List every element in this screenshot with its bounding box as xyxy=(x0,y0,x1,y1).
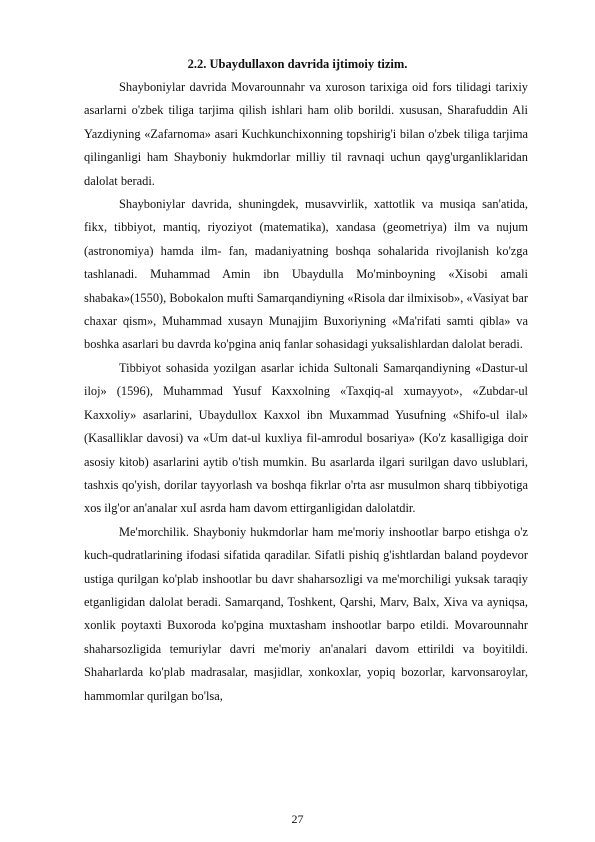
paragraph-sciences: Shayboniylar davrida, shuningdek, musavvirlik, xattotlik va musiqa san'atida, fikx, tibbiyot, mantiq, riyoziyot (matematika), xandasa (geometriya) ilm va nujum (astronomiya) hamda ilm- fan, madaniyatning boshqa sohalarida rivojlanish ko'zga tashlanadi. Muhammad Amin ibn Ubaydulla Mo'minboyning «Xisobi amali shabaka»(1550), Bobokalon mufti Samarqandiyning «Risola dar ilmixisob», «Vasiyat bar chaxar qism», Muhammad xusayn Munajjim Buxoriyning «Ma'rifati samti qibla» va boshka asarlari bu davrda ko'pgina aniq fanlar sohasidagi yuksalishlardan dalolat beradi. xyxy=(84,197,528,352)
paragraph-translation: Shayboniylar davrida Movarounnahr va xuroson tarixiga oid fors tilidagi tarixiy asarlarni o'zbek tiliga tarjima qilish ishlari ham olib borildi. xususan, Sharafuddin Ali Yazdiyning «Zafarnoma» asari Kuchkunchixonning topshirig'i bilan o'zbek tiliga tarjima qilinganligi ham Shayboniy hukmdorlar milliy til ravnaqi uchun qayg'urganliklaridan dalolat beradi. xyxy=(84,80,528,188)
paragraph-architecture: Me'morchilik. Shayboniy hukmdorlar ham me'moriy inshootlar barpo etishga o'z kuch-qudratlarining ifodasi sifatida qaradilar. Sifatli pishiq g'ishtlardan baland poydevor ustiga qurilgan ko'plab inshootlar bu davr shaharsozligi va me'morchiligi yuksak taraqiy etganligidan dalolat beradi. Samarqand, Toshkent, Qarshi, Marv, Balx, Xiva va ayniqsa, xonlik poytaxti Buxoroda ko'pgina muxtasham inshootlar barpo etildi. Movarounnahr shaharsozligida temuriylar davri me'moriy an'analari davom ettirildi va boyitildi. Shaharlarda ko'plab madrasalar, masjidlar, xonkoxlar, yopiq bozorlar, karvonsaroylar, hammomlar qurilgan bo'lsa, xyxy=(84,524,528,703)
section-heading: 2.2. Ubaydullaxon davrida ijtimoiy tizim. xyxy=(187,57,408,71)
body-text xyxy=(84,76,528,708)
page-number: 27 xyxy=(291,812,304,826)
paragraph-medicine: Tibbiyot sohasida yozilgan asarlar ichida Sultonali Samarqandiyning «Dastur-ul iloj» (1596), Muhammad Yusuf Kaxxolning «Taxqiq-al xumayyot», «Zubdar-ul Kaxxoliy» asarlarini, Ubaydullox Kaxxol ibn Muxammad Yusufning «Shifo-ul ilal» (Kasalliklar davosi) va «Um dat-ul kuxliya fil-amrodul bosariya» (Ko'z kasalligiga doir asosiy kitob) asarlarini aytib o'tish mumkin. Bu asarlarda ilgari surilgan davo uslublari, tashxis qo'yish, dorilar tayyorlash va boshqa fikrlar o'rta asr musulmon sharq tibbiyotiga xos ilg'or an'analar xuI asrda ham davom ettirganligidan dalolatdir. xyxy=(84,360,528,516)
